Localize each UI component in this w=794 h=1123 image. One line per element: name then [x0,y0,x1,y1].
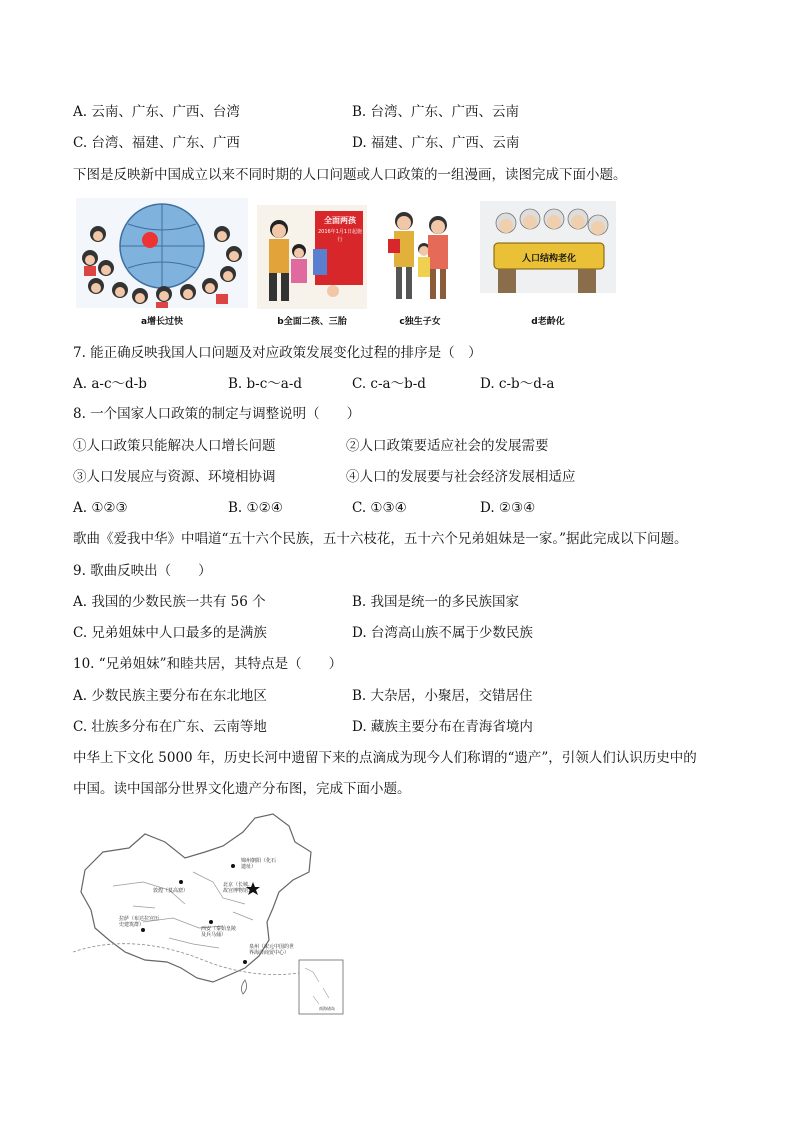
cartoon-a-caption: a增长过快 [140,317,184,327]
q6-option-d[interactable]: D. 福建、广东、广西、云南 [352,135,520,151]
q7-option-a[interactable]: A. a-c～d-b [73,376,147,392]
cartoon-b-sign-title: 全面两孩 [324,216,356,225]
q10-option-b[interactable]: B. 大杂居，小聚居，交错居住 [352,688,533,704]
map-label-dunhuang: 敦煌（莫高窟） [153,888,189,894]
q8-stem: 8. 一个国家人口政策的制定与调整说明（ ） [73,406,361,422]
map-label-inset: 南海诸岛 [319,1006,335,1011]
cartoon-d-caption: d老龄化 [531,317,565,327]
map-label-lhasa: 拉萨（布达拉宫历史建筑群） [119,916,160,928]
q8-statement-3: ③人口发展应与资源、环境相协调 [73,469,276,485]
population-intro: 下图是反映新中国成立以来不同时期的人口问题或人口政策的一组漫画，读图完成下面小题。 [73,167,627,183]
q8-option-d[interactable]: D. ②③④ [480,500,536,516]
q6-option-c[interactable]: C. 台湾、福建、广东、广西 [73,135,240,151]
q6-option-a[interactable]: A. 云南、广东、广西、台湾 [73,104,240,120]
q9-option-d[interactable]: D. 台湾高山族不属于少数民族 [352,625,533,641]
q7-stem: 7. 能正确反映我国人口问题及对应政策发展变化过程的排序是（ ） [73,345,482,361]
cartoon-d-banner: 人口结构老化 [521,254,576,264]
q7-option-d[interactable]: D. c-b～d-a [480,376,555,392]
heritage-intro-line-2: 中国。读中国部分世界文化遗产分布图，完成下面小题。 [73,781,411,797]
q9-option-c[interactable]: C. 兄弟姐妹中人口最多的是满族 [73,625,267,641]
cartoon-c-image [384,205,456,305]
q8-statement-4: ④人口的发展要与社会经济发展相适应 [346,469,576,485]
cartoon-d-image [480,201,616,293]
cartoon-b-caption: b全面二孩、三胎 [277,317,347,327]
heritage-intro-line-1: 中华上下文化 5000 年，历史长河中遗留下来的点滴成为现今人们称谓的“遗产”，引领人们认识历史中的 [73,750,697,766]
map-label-xian: 西安（秦始皇陵及兵马俑） [201,926,237,938]
q10-stem: 10. “兄弟姐妹”和睦共居，其特点是（ ） [73,656,343,672]
q10-option-c[interactable]: C. 壮族多分布在广东、云南等地 [73,719,267,735]
cartoon-b-sign-body: 2016年1月1日起施行 [317,229,363,243]
song-intro: 歌曲《爱我中华》中唱道“五十六个民族，五十六枝花，五十六个兄弟姐妹是一家。”据此完成以下问题。 [73,531,688,547]
q10-option-d[interactable]: D. 藏族主要分布在青海省境内 [352,719,533,735]
q10-option-a[interactable]: A. 少数民族主要分布在东北地区 [73,688,267,704]
map-label-beijing: 北京（长城、故宫博物馆） [223,882,254,894]
q9-option-a[interactable]: A. 我国的少数民族一共有 56 个 [73,594,266,610]
q7-option-b[interactable]: B. b-c～a-d [228,376,303,392]
q8-option-b[interactable]: B. ①②④ [228,500,283,516]
q8-option-c[interactable]: C. ①③④ [352,500,407,516]
map-label-quanzhou: 泉州（宋元中国的世界海洋商贸中心） [249,944,295,956]
map-label-jinzhou: 锦州朝阳（化石遗址） [241,858,277,870]
q8-statement-2: ②人口政策要适应社会的发展需要 [346,438,549,454]
q9-option-b[interactable]: B. 我国是统一的多民族国家 [352,594,520,610]
cartoon-a-image [76,198,248,308]
q9-stem: 9. 歌曲反映出（ ） [73,563,212,579]
heritage-map [73,812,345,1015]
china-outline-map [73,812,345,1015]
q7-option-c[interactable]: C. c-a～b-d [352,376,426,392]
q8-statement-1: ①人口政策只能解决人口增长问题 [73,438,276,454]
cartoon-c-caption: c独生子女 [399,317,441,327]
q6-option-b[interactable]: B. 台湾、广东、广西、云南 [352,104,520,120]
q8-option-a[interactable]: A. ①②③ [73,500,128,516]
